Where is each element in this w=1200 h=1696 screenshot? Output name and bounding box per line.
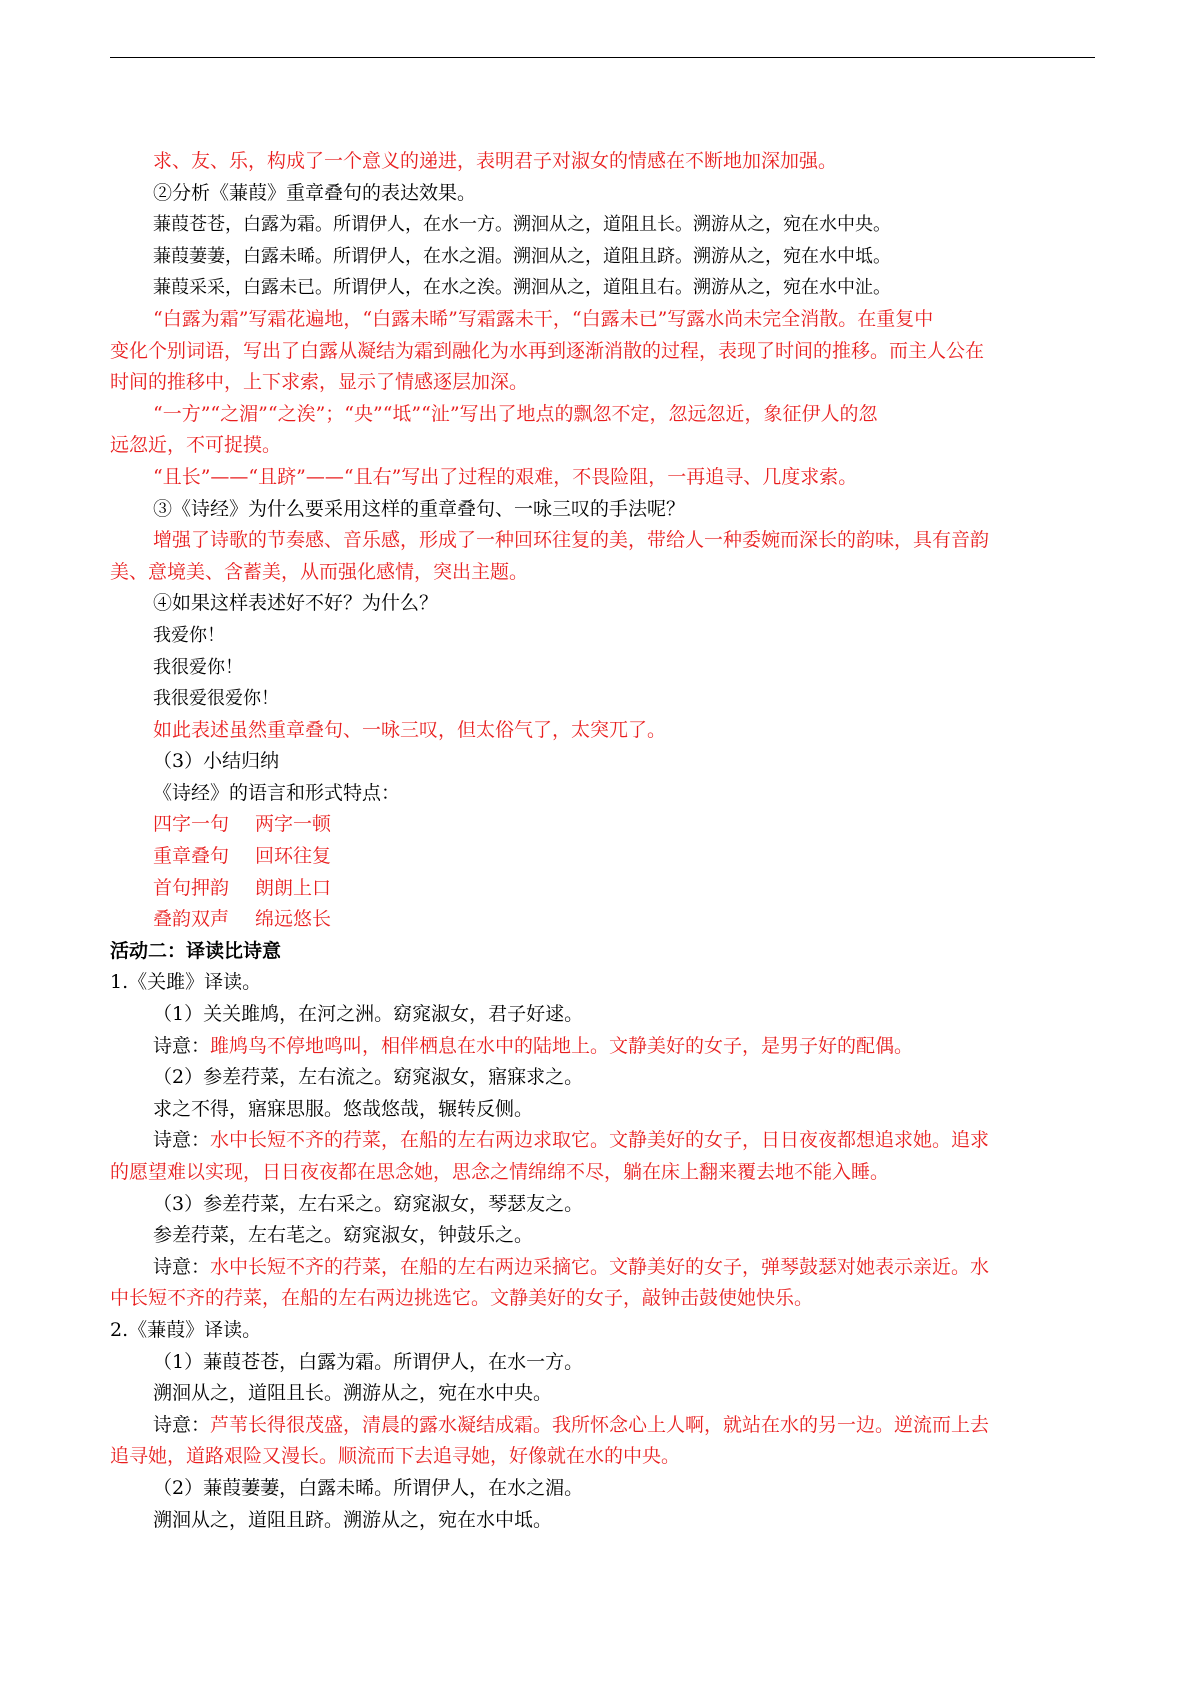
translation-text: 追寻她，道路艰险又漫长。顺流而下去追寻她，好像就在水的中央。	[110, 1445, 681, 1468]
poem-line: （3）参差荇菜，左右采之。窈窕淑女，琴瑟友之。	[153, 1192, 584, 1215]
answer-text: 变化个别词语，写出了白露从凝结为霜到融化为水再到逐渐消散的过程，表现了时间的推移。而主人公在	[110, 339, 985, 362]
trait-item: 重章叠句	[153, 845, 230, 868]
answer-text: “且长”——“且跻”——“且右”写出了过程的艰难，不畏险阻，一再追寻、几度求索。	[153, 465, 858, 488]
answer-text: 求、友、乐，构成了一个意义的递进，表明君子对淑女的情感在不断地加深加强。	[153, 150, 838, 172]
body-text: 《诗经》的语言和形式特点：	[153, 781, 401, 804]
translation-line	[110, 1125, 1095, 1157]
answer-text: 时间的推移中，上下求索，显示了情感逐层加深。	[110, 371, 529, 394]
poem-line: 溯洄从之，道阻且长。溯游从之，宛在水中央。	[153, 1382, 553, 1405]
translation-line	[110, 1252, 1095, 1284]
trait-row	[110, 809, 1095, 841]
poem-stanza: 蒹葭萋萋，白露未晞。所谓伊人，在水之湄。溯洄从之，道阻且跻。溯游从之，宛在水中坻。	[153, 245, 891, 267]
trait-item: 朗朗上口	[255, 876, 332, 899]
example-text: 我很爱你！	[153, 656, 243, 678]
numbered-item: 1.《关雎》译读。	[110, 971, 262, 994]
question-text: ③《诗经》为什么要采用这样的重章叠句、一咏三叹的手法呢？	[153, 497, 686, 520]
section-heading: 活动二：译读比诗意	[110, 939, 282, 962]
answer-text: “一方”“之湄”“之涘”；“央”“坻”“沚”写出了地点的飘忽不定，忽远忽近，象征伊人的忽	[153, 402, 878, 425]
translation-text: 水中长短不齐的荇菜，在船的左右两边求取它。文静美好的女子，日日夜夜都想追求她。追求	[210, 1129, 990, 1152]
poem-line: 溯洄从之，道阻且跻。溯游从之，宛在水中坻。	[153, 1508, 553, 1531]
trait-item: 绵远悠长	[255, 908, 332, 931]
poem-line: （2）参差荇菜，左右流之。窈窕淑女，寤寐求之。	[153, 1066, 584, 1089]
translation-text: 芦苇长得很茂盛，清晨的露水凝结成霜。我所怀念心上人啊，就站在水的另一边。逆流而上去	[210, 1413, 990, 1436]
example-text: 我爱你！	[153, 624, 225, 646]
translation-label: 诗意：	[153, 1255, 211, 1278]
numbered-item: 2.《蒹葭》译读。	[110, 1318, 262, 1341]
document-body	[110, 146, 1095, 1536]
translation-text: 的愿望难以实现，日日夜夜都在思念她，思念之情绵绵不尽，躺在床上翻来覆去地不能入睡。	[110, 1161, 890, 1183]
example-text: 我很爱很爱你！	[153, 688, 279, 710]
poem-line: 参差荇菜，左右芼之。窈窕淑女，钟鼓乐之。	[153, 1224, 534, 1247]
trait-item: 两字一顿	[255, 813, 332, 836]
translation-label: 诗意：	[153, 1129, 211, 1152]
subsection-heading: （3）小结归纳	[153, 750, 280, 773]
poem-stanza: 蒹葭苍苍，白露为霜。所谓伊人，在水一方。溯洄从之，道阻且长。溯游从之，宛在水中央。	[153, 214, 891, 236]
answer-text: 如此表述虽然重章叠句、一咏三叹，但太俗气了，太突兀了。	[153, 718, 667, 741]
translation-line	[110, 1031, 1095, 1063]
answer-text: 美、意境美、含蓄美，从而强化感情，突出主题。	[110, 560, 529, 583]
translation-label: 诗意：	[153, 1413, 211, 1436]
answer-text: 远忽近，不可捉摸。	[110, 434, 282, 457]
translation-text: 水中长短不齐的荇菜，在船的左右两边采摘它。文静美好的女子，弹琴鼓瑟对她表示亲近。水	[210, 1255, 990, 1278]
translation-text: 中长短不齐的荇菜，在船的左右两边挑选它。文静美好的女子，敲钟击鼓使她快乐。	[110, 1287, 814, 1310]
poem-line: （2）蒹葭萋萋，白露未晞。所谓伊人，在水之湄。	[153, 1476, 584, 1499]
question-text: ④如果这样表述好不好？为什么？	[153, 592, 439, 615]
poem-line: 求之不得，寤寐思服。悠哉悠哉，辗转反侧。	[153, 1097, 534, 1120]
poem-line: （1）蒹葭苍苍，白露为霜。所谓伊人，在水一方。	[153, 1350, 584, 1373]
trait-row	[110, 873, 1095, 905]
trait-item: 四字一句	[153, 813, 230, 836]
trait-item: 回环往复	[255, 845, 332, 868]
trait-row	[110, 904, 1095, 936]
trait-row	[110, 841, 1095, 873]
trait-item: 叠韵双声	[153, 908, 230, 931]
answer-text: “白露为霜”写霜花遍地，“白露未晞”写霜露未干，“白露未已”写露水尚未完全消散。在重复中	[153, 307, 934, 330]
poem-stanza: 蒹葭采采，白露未已。所谓伊人，在水之涘。溯洄从之，道阻且右。溯游从之，宛在水中沚。	[153, 277, 891, 299]
question-text: ②分析《蒹葭》重章叠句的表达效果。	[153, 181, 477, 204]
translation-label: 诗意：	[153, 1034, 211, 1057]
translation-line	[110, 1410, 1095, 1442]
trait-item: 首句押韵	[153, 876, 230, 899]
translation-text: 雎鸠鸟不停地鸣叫，相伴栖息在水中的陆地上。文静美好的女子，是男子好的配偶。	[210, 1034, 914, 1057]
header-rule	[110, 57, 1095, 58]
answer-text: 增强了诗歌的节奏感、音乐感，形成了一种回环往复的美，带给人一种委婉而深长的韵味，具有音韵	[153, 529, 990, 552]
poem-line: （1）关关雎鸠，在河之洲。窈窕淑女，君子好逑。	[153, 1003, 584, 1026]
